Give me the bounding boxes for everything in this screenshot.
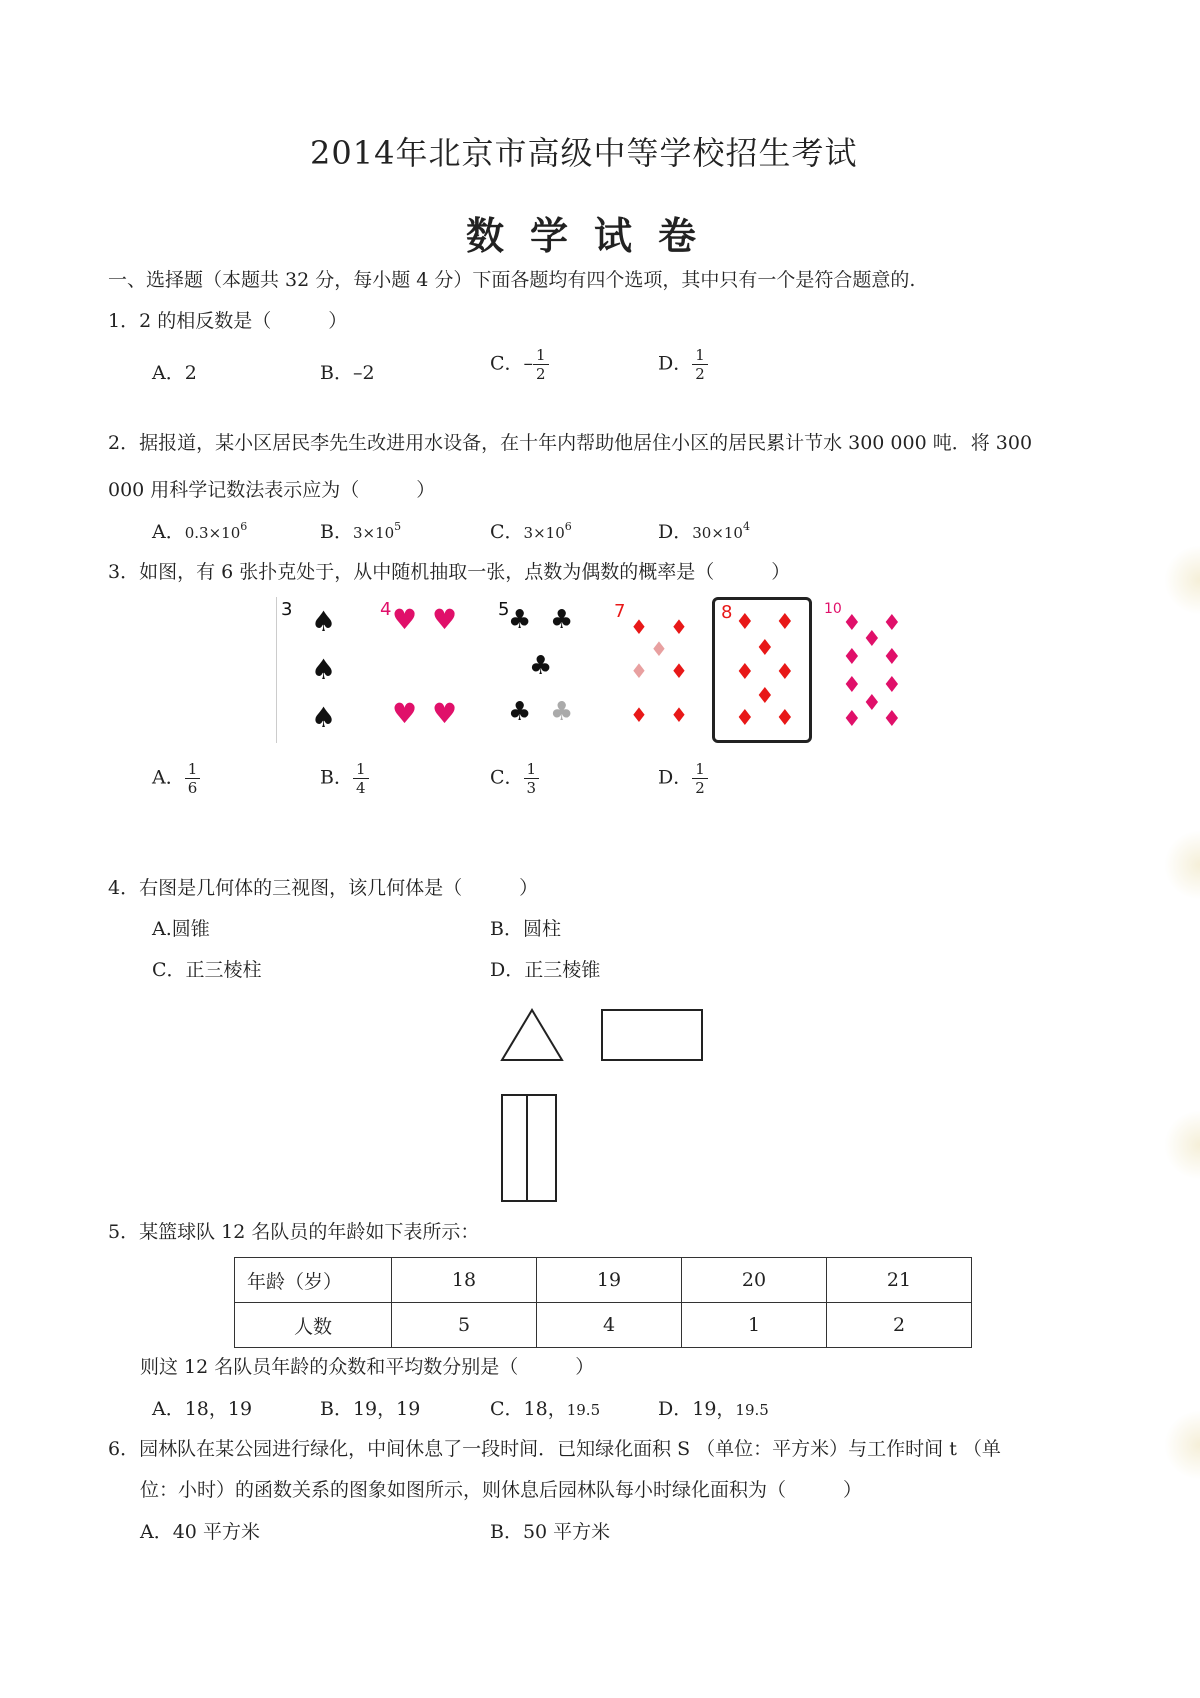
card-rank: 10 — [824, 601, 842, 617]
heart-icon: ♥ — [432, 603, 458, 636]
card-4-hearts — [380, 597, 480, 743]
card-10-diamonds — [820, 597, 916, 743]
q2-stem-line1: 2．据报道，某小区居民李先生改进用水设备，在十年内帮助他居住小区的居民累计节水 300 000 吨．将 300 — [108, 432, 1033, 454]
table-cell: 4 — [537, 1303, 682, 1348]
diamond-icon: ♦ — [842, 611, 862, 636]
table-row — [235, 1303, 972, 1348]
q6-stem-line1: 6．园林队在某公园进行绿化，中间休息了一段时间．已知绿化面积 S （单位：平方米）与工作时间 t （单 — [108, 1438, 1001, 1460]
q1-option-c-label: C． — [490, 352, 524, 375]
front-view-triangle — [502, 1010, 562, 1060]
table-cell: 18 — [392, 1258, 537, 1303]
diamond-icon: ♦ — [755, 684, 775, 709]
diamond-icon: ♦ — [882, 673, 902, 698]
card-8-diamonds — [712, 597, 812, 743]
heart-icon: ♥ — [432, 697, 458, 730]
table-cell: 21 — [827, 1258, 972, 1303]
exam-subtitle: 数学试卷 — [466, 213, 723, 258]
diamond-icon: ♦ — [862, 691, 882, 716]
club-icon: ♣ — [508, 697, 532, 727]
q1-option-b: B．–2 — [320, 362, 375, 384]
diamond-icon: ♦ — [670, 703, 688, 727]
diamond-icon: ♦ — [755, 636, 775, 661]
q1-option-c — [490, 346, 549, 383]
card-rank: 8 — [721, 602, 733, 623]
diamond-icon: ♦ — [630, 703, 648, 727]
q2-stem-line2: 000 用科学记数法表示应为（ ） — [108, 479, 436, 501]
q1-option-c-fraction: $\frac{1}{2}$ — [533, 346, 549, 383]
q2-option-b: B．$3\times 10^5$ — [320, 520, 402, 543]
q3-option-c: C． $\frac{1}{3}$ — [490, 760, 539, 797]
q3-option-d: D． $\frac{1}{2}$ — [658, 760, 708, 797]
card-rank: 4 — [380, 599, 392, 620]
age-table — [234, 1257, 972, 1348]
edge-mark — [1164, 545, 1200, 615]
q1-option-c-sign: – — [523, 352, 534, 375]
q1-option-a: A．2 — [152, 362, 197, 384]
diamond-icon: ♦ — [650, 637, 668, 661]
edge-mark — [1164, 830, 1200, 900]
q2-option-d: D．$30\times 10^4$ — [658, 520, 750, 543]
q4-stem: 4．右图是几何体的三视图，该几何体是（ ） — [108, 877, 539, 899]
spade-icon: ♠ — [311, 605, 337, 638]
q5-option-a: A．18，19 — [152, 1398, 253, 1420]
q4-option-b: B．圆柱 — [490, 918, 561, 940]
diamond-icon: ♦ — [862, 627, 882, 652]
q2-option-a: A．$0.3\times 10^6$ — [152, 520, 248, 543]
edge-mark — [1164, 1110, 1200, 1180]
table-row — [235, 1258, 972, 1303]
edge-mark — [1164, 1410, 1200, 1480]
diamond-icon: ♦ — [735, 706, 755, 731]
diamond-icon: ♦ — [882, 645, 902, 670]
diamond-icon: ♦ — [882, 707, 902, 732]
card-rank: 5 — [498, 599, 510, 620]
club-icon: ♣ — [529, 651, 553, 681]
card-7-diamonds — [604, 597, 702, 743]
q5-option-d: D．19，19.5 — [658, 1398, 769, 1420]
table-cell: 1 — [682, 1303, 827, 1348]
diamond-icon: ♦ — [630, 615, 648, 639]
club-icon: ♣ — [550, 605, 574, 635]
diamond-icon: ♦ — [775, 706, 795, 731]
table-cell: 2 — [827, 1303, 972, 1348]
q4-option-d: D．正三棱锥 — [490, 959, 601, 981]
diamond-icon: ♦ — [775, 660, 795, 685]
q3-stem: 3．如图，有 6 张扑克处于，从中随机抽取一张，点数为偶数的概率是（ ） — [108, 561, 791, 583]
q6-option-b: B．50 平方米 — [490, 1521, 611, 1543]
q5-option-c: C．18，19.5 — [490, 1398, 601, 1420]
diamond-icon: ♦ — [842, 645, 862, 670]
q4-option-a: A.圆锥 — [152, 918, 210, 940]
q2-option-c: C．$3\times 10^6$ — [490, 520, 572, 543]
diamond-icon: ♦ — [670, 659, 688, 683]
q1-option-d — [658, 346, 708, 383]
card-rank: 7 — [614, 601, 626, 622]
club-icon: ♣ — [550, 697, 574, 727]
q1-option-d-label: D． — [658, 352, 693, 375]
side-view-rectangle — [602, 1010, 702, 1060]
top-view-rectangle — [502, 1095, 556, 1201]
diamond-icon: ♦ — [735, 660, 755, 685]
club-icon: ♣ — [508, 605, 532, 635]
diamond-icon: ♦ — [842, 707, 862, 732]
card-rank: 3 — [281, 599, 293, 620]
diamond-icon: ♦ — [882, 611, 902, 636]
diamond-icon: ♦ — [735, 610, 755, 635]
diamond-icon: ♦ — [775, 610, 795, 635]
q4-option-c: C．正三棱柱 — [152, 959, 262, 981]
table-cell: 19 — [537, 1258, 682, 1303]
table-cell: 20 — [682, 1258, 827, 1303]
exam-title: 2014年北京市高级中等学校招生考试 — [310, 134, 858, 172]
three-view-diagram — [490, 1000, 720, 1210]
section-heading: 一、选择题（本题共 32 分，每小题 4 分）下面各题均有四个选项，其中只有一个是符合题意的. — [108, 269, 916, 291]
q6-option-a: A．40 平方米 — [140, 1521, 260, 1543]
q1-stem: 1．2 的相反数是（ ） — [108, 310, 348, 332]
diamond-icon: ♦ — [842, 673, 862, 698]
diamond-icon: ♦ — [630, 659, 648, 683]
table-header-cell: 年龄（岁） — [235, 1258, 392, 1303]
card-3-spades — [276, 597, 377, 743]
q1-option-d-fraction: $\frac{1}{2}$ — [692, 346, 708, 383]
table-header-cell: 人数 — [235, 1303, 392, 1348]
heart-icon: ♥ — [392, 697, 418, 730]
spade-icon: ♠ — [311, 701, 337, 734]
spade-icon: ♠ — [311, 653, 337, 686]
diamond-icon: ♦ — [670, 615, 688, 639]
q5-option-b: B．19，19 — [320, 1398, 421, 1420]
q5-stem: 5．某篮球队 12 名队员的年龄如下表所示： — [108, 1221, 480, 1243]
q3-option-b: B． $\frac{1}{4}$ — [320, 760, 369, 797]
q6-stem-line2: 位：小时）的函数关系的图象如图所示，则休息后园林队每小时绿化面积为（ ） — [140, 1479, 863, 1501]
q5-question: 则这 12 名队员年龄的众数和平均数分别是（ ） — [140, 1356, 595, 1378]
heart-icon: ♥ — [392, 603, 418, 636]
q3-option-a: A． $\frac{1}{6}$ — [152, 760, 200, 797]
card-5-clubs — [494, 597, 594, 743]
table-cell: 5 — [392, 1303, 537, 1348]
